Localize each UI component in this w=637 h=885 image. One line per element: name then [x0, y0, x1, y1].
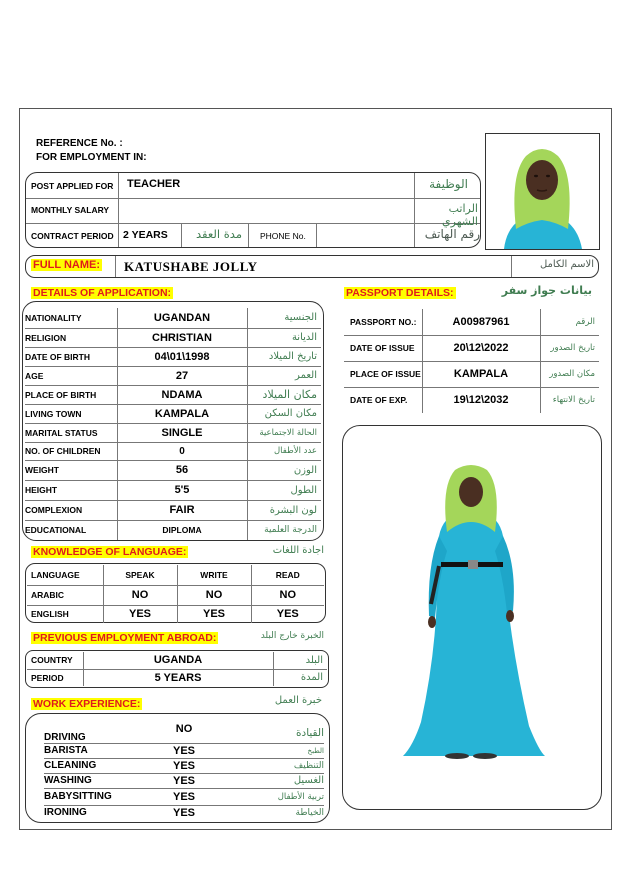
- work-label: IRONING: [44, 807, 87, 819]
- language-header: LANGUAGE: [27, 565, 103, 585]
- previous-ar: البلد: [273, 652, 327, 669]
- full-name-ar: الاسم الكامل: [539, 259, 594, 270]
- passport-label: PASSPORT NO.:: [344, 309, 422, 335]
- details-label: LIVING TOWN: [25, 404, 117, 423]
- language-speak: YES: [103, 605, 177, 623]
- work-row: [44, 788, 324, 805]
- work-value: YES: [124, 788, 244, 805]
- details-value: DIPLOMA: [117, 520, 247, 540]
- details-row: [25, 500, 321, 520]
- post-applied-ar: الوظيفة: [429, 177, 468, 191]
- details-ar: تاريخ الميلاد: [247, 347, 321, 366]
- portrait-illustration: [486, 134, 599, 249]
- work-label: WASHING: [44, 773, 124, 788]
- details-ar: الطول: [247, 480, 321, 500]
- previous-label: PERIOD: [31, 672, 64, 683]
- previous-value: UGANDA: [83, 652, 273, 669]
- details-label: NATIONALITY: [25, 308, 117, 328]
- work-ar: تربية الأطفال: [244, 788, 324, 805]
- work-label: BABYSITTING: [44, 788, 124, 805]
- details-row: [25, 366, 321, 385]
- details-row: [25, 347, 321, 366]
- passport-ar: مكان الصدور: [540, 361, 599, 387]
- work-table: [44, 723, 324, 820]
- language-table: [27, 565, 324, 623]
- previous-row: [27, 652, 327, 669]
- details-row: [25, 385, 321, 404]
- post-applied-label: POST APPLIED FOR: [31, 181, 114, 191]
- details-ar: لون البشرة: [247, 500, 321, 520]
- full-name-value: KATUSHABE JOLLY: [124, 259, 258, 274]
- previous-table: [27, 652, 327, 686]
- details-row: [25, 423, 321, 442]
- previous-row: [27, 669, 327, 686]
- language-row: [27, 585, 324, 605]
- work-ar: الطبخ: [244, 743, 324, 758]
- work-label: BARISTA: [44, 743, 124, 758]
- full-length-illustration: [343, 426, 601, 809]
- passport-ar: تاريخ الانتهاء: [552, 395, 595, 406]
- phone-ar: رقم الهاتف: [424, 227, 480, 241]
- language-read: YES: [251, 605, 324, 623]
- details-ar: الدرجة العلمية: [264, 525, 317, 536]
- work-row: [44, 723, 324, 743]
- passport-row: [344, 335, 599, 361]
- previous-label: COUNTRY: [27, 652, 83, 669]
- details-label: WEIGHT: [25, 460, 117, 480]
- details-label: AGE: [25, 366, 117, 385]
- language-header: WRITE: [177, 565, 251, 585]
- details-value: SINGLE: [117, 423, 247, 442]
- language-header-row: [27, 565, 324, 585]
- details-label: EDUCATIONAL: [25, 525, 87, 536]
- details-ar: العمر: [247, 366, 321, 385]
- previous-title: PREVIOUS EMPLOYMENT ABROAD:: [33, 632, 217, 644]
- details-title: DETAILS OF APPLICATION:: [33, 287, 172, 299]
- details-row: [25, 460, 321, 480]
- contract-period-label: CONTRACT PERIOD: [31, 231, 114, 241]
- language-speak: NO: [103, 585, 177, 605]
- details-label: RELIGION: [25, 328, 117, 347]
- language-name: ARABIC: [27, 585, 103, 605]
- details-value: 5'5: [117, 480, 247, 500]
- details-ar: الحالة الاجتماعية: [247, 423, 321, 442]
- passport-table: [344, 309, 599, 413]
- passport-value: 19\12\2032: [422, 387, 540, 413]
- contract-period-ar: مدة العقد: [196, 227, 242, 241]
- details-label: PLACE OF BIRTH: [25, 385, 117, 404]
- details-ar: الجنسية: [247, 308, 321, 328]
- language-title-ar: اجادة اللغات: [272, 545, 324, 556]
- work-label: CLEANING: [44, 758, 124, 773]
- details-label: MARITAL STATUS: [25, 423, 117, 442]
- details-value: 56: [117, 460, 247, 480]
- details-value: 04\01\1998: [117, 347, 247, 366]
- details-value: 0: [117, 442, 247, 460]
- details-label: DATE OF BIRTH: [25, 347, 117, 366]
- work-row: [44, 805, 324, 820]
- passport-row: [344, 309, 599, 335]
- work-value: NO: [124, 723, 244, 743]
- details-value: 27: [117, 366, 247, 385]
- phone-label: PHONE No.: [260, 231, 306, 241]
- details-row: [25, 480, 321, 500]
- work-ar: الغسيل: [244, 773, 324, 788]
- work-value: YES: [124, 773, 244, 788]
- details-value: KAMPALA: [117, 404, 247, 423]
- work-row: [44, 743, 324, 758]
- passport-value: KAMPALA: [422, 361, 540, 387]
- passport-row: [344, 387, 599, 413]
- details-ar: الديانة: [247, 328, 321, 347]
- details-row: [25, 308, 321, 328]
- previous-title-ar: الخبرة خارج البلد: [260, 631, 324, 641]
- work-row: [44, 773, 324, 788]
- details-row: [25, 404, 321, 423]
- language-row: [27, 605, 324, 623]
- work-ar: التنظيف: [244, 758, 324, 773]
- full-length-photo: [342, 425, 602, 810]
- work-row: [44, 758, 324, 773]
- details-label: HEIGHT: [25, 480, 117, 500]
- details-row: [25, 442, 321, 460]
- language-name: ENGLISH: [31, 609, 69, 620]
- reference-label: REFERENCE No. :: [36, 138, 123, 149]
- work-ar: القيادة: [244, 723, 324, 743]
- details-value: NDAMA: [117, 385, 247, 404]
- details-row: [25, 520, 321, 540]
- work-title: WORK EXPERIENCE:: [33, 698, 141, 710]
- details-value: UGANDAN: [117, 308, 247, 328]
- details-label: NO. OF CHILDREN: [25, 442, 117, 460]
- details-value: CHRISTIAN: [117, 328, 247, 347]
- passport-label: DATE OF EXP.: [350, 395, 408, 406]
- language-header: READ: [251, 565, 324, 585]
- details-value: FAIR: [117, 500, 247, 520]
- monthly-salary-ar: الراتب الشهري: [442, 202, 478, 228]
- details-label: COMPLEXION: [25, 500, 117, 520]
- details-ar: مكان الميلاد: [247, 385, 321, 404]
- passport-row: [344, 361, 599, 387]
- contract-period-value: 2 YEARS: [123, 229, 168, 241]
- work-label: DRIVING: [44, 723, 124, 743]
- details-row: [25, 328, 321, 347]
- passport-value: 20\12\2022: [422, 335, 540, 361]
- work-value: YES: [172, 806, 195, 819]
- passport-ar: تاريخ الصدور: [540, 335, 599, 361]
- post-applied-value: TEACHER: [127, 178, 181, 190]
- passport-title: PASSPORT DETAILS:: [346, 287, 454, 299]
- monthly-salary-label: MONTHLY SALARY: [31, 205, 110, 215]
- passport-ar: الرقم: [540, 309, 599, 335]
- language-header: SPEAK: [103, 565, 177, 585]
- full-name-label: FULL NAME:: [33, 259, 101, 271]
- previous-value: 5 YEARS: [83, 669, 273, 686]
- passport-title-ar: بيانات جواز سفر: [501, 284, 592, 297]
- work-ar: الخياطة: [295, 807, 324, 818]
- work-title-ar: خبرة العمل: [274, 695, 322, 706]
- language-title: KNOWLEDGE OF LANGUAGE:: [33, 546, 187, 558]
- language-write: NO: [177, 585, 251, 605]
- details-table: [25, 308, 321, 540]
- previous-ar: المدة: [300, 672, 323, 684]
- language-read: NO: [251, 585, 324, 605]
- work-value: YES: [124, 758, 244, 773]
- language-write: YES: [177, 605, 251, 623]
- passport-label: PLACE OF ISSUE: [344, 361, 422, 387]
- work-value: YES: [124, 743, 244, 758]
- employment-label: FOR EMPLOYMENT IN:: [36, 152, 147, 163]
- details-ar: مكان السكن: [247, 404, 321, 423]
- portrait-photo: [485, 133, 600, 250]
- passport-value: A00987961: [422, 309, 540, 335]
- details-ar: الوزن: [247, 460, 321, 480]
- details-ar: عدد الأطفال: [247, 442, 321, 460]
- passport-label: DATE OF ISSUE: [344, 335, 422, 361]
